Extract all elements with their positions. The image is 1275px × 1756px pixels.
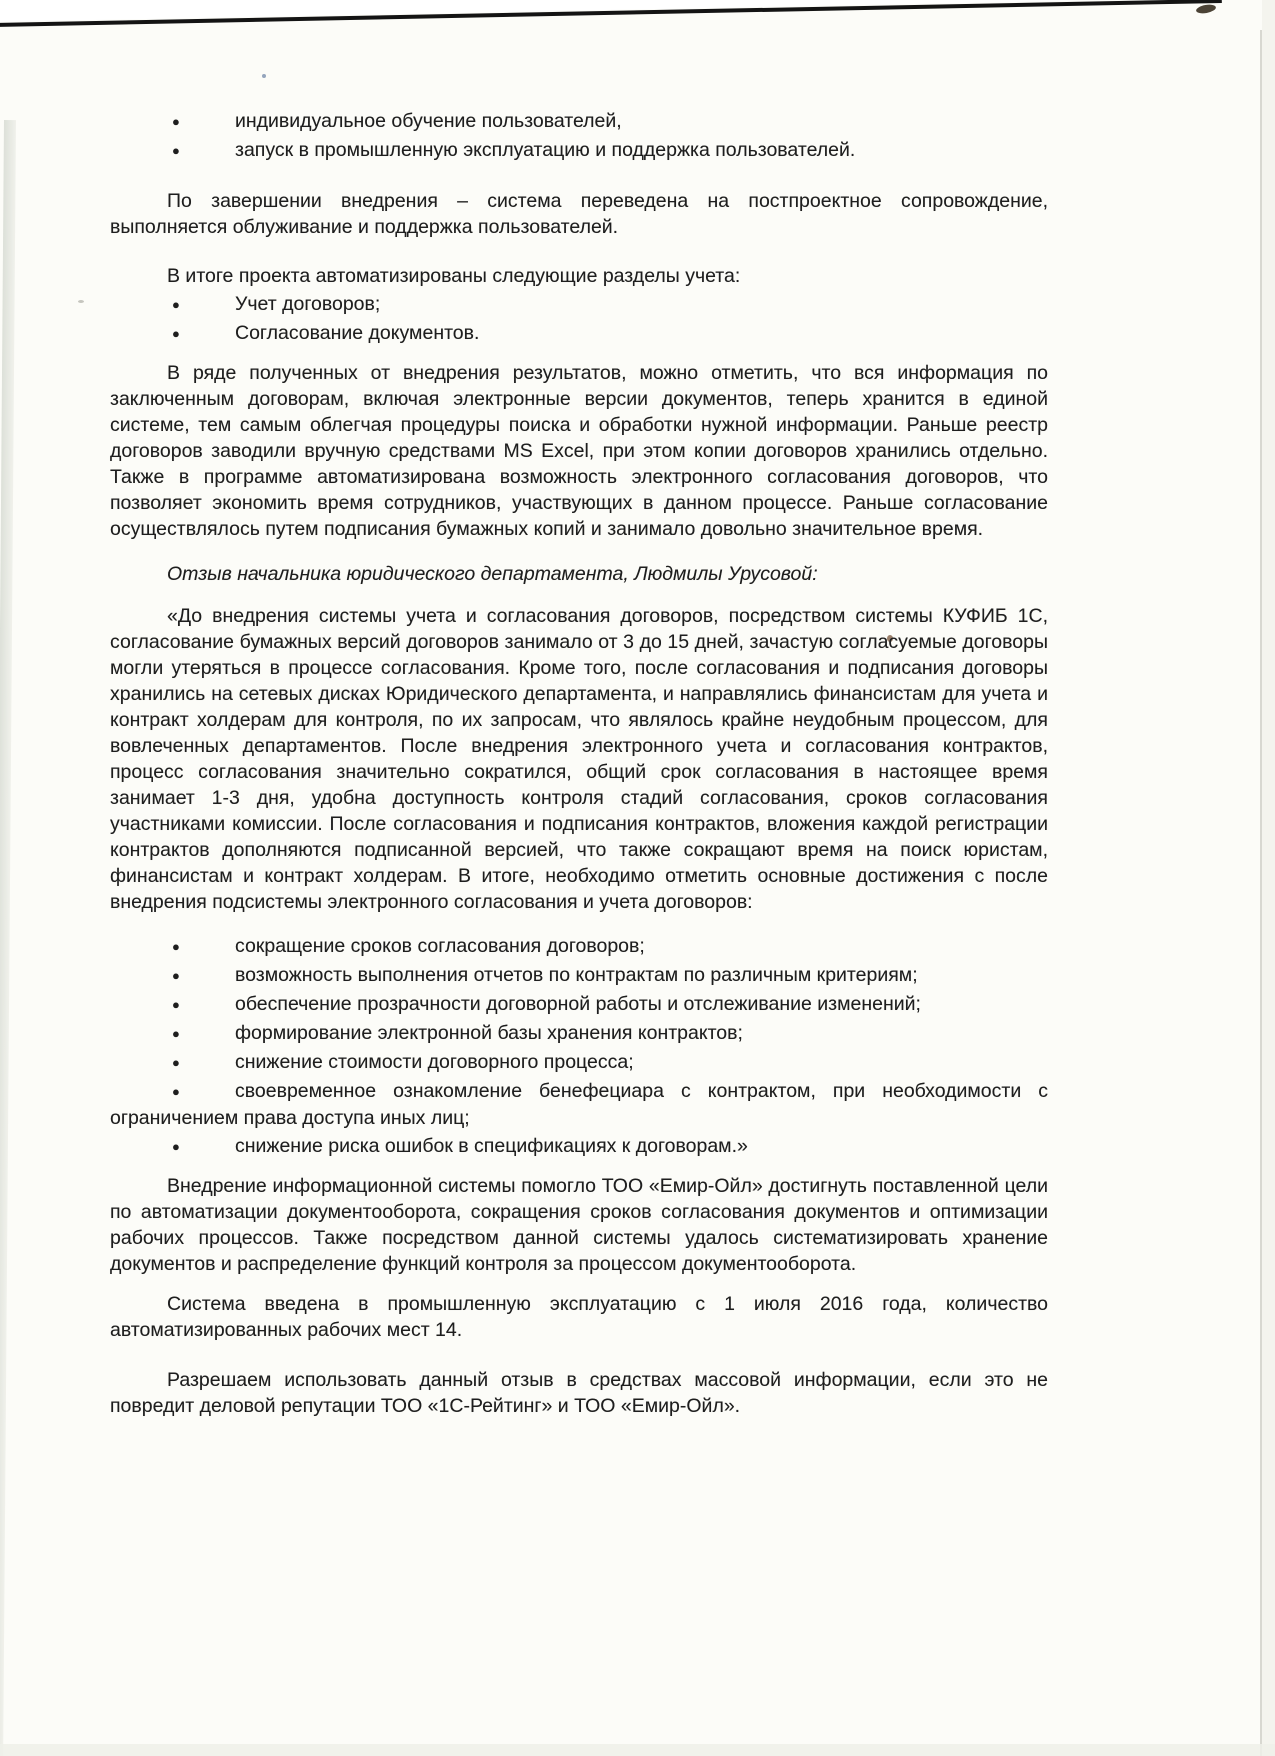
list-item [110,962,1048,989]
list-item [110,291,1048,318]
bullet-icon: ● [172,297,180,312]
bullet-icon: ● [172,326,180,341]
list-item [110,1020,1048,1047]
list-item [110,933,1048,960]
list-item-text: снижение стоимости договорного процесса; [235,1051,634,1073]
scan-bottom-edge [0,1744,1275,1756]
scan-left-edge-shadow [0,120,16,1756]
list-item [110,1078,1048,1131]
list-item-text: формирование электронной базы хранения контрактов; [235,1022,743,1044]
bullet-icon: ● [172,1026,180,1041]
paragraph-permission: Разрешаем использовать данный отзыв в средствах массовой информации, если это не повредит деловой репутации ТОО «1С-Рейтинг» и ТОО «Емир-Ойл». [110,1369,1048,1417]
paragraph-conclusion: Внедрение информационной системы помогло ТОО «Емир-Ойл» достигнуть поставленной цели по автоматизации документооборота, сокращения сроков согласования документов и оптимизации рабочих процессов. Также посредством данной системы удалось систематизировать хранение документов и распределение функций контроля за процессом документооборота. [110,1175,1048,1275]
bullet-icon: ● [172,997,180,1012]
review-heading: Отзыв начальника юридического департамента, Людмилы Урусовой: [167,563,818,585]
bullet-icon: ● [172,968,180,983]
bullet-icon: ● [172,1055,180,1070]
paragraph-launch: Система введена в промышленную эксплуатацию с 1 июля 2016 года, количество автоматизированных рабочих мест 14. [110,1293,1048,1341]
list-item-text: Согласование документов. [235,322,480,344]
paragraph-post-project: По завершении внедрения – система переведена на постпроектное сопровождение, выполняется облуживание и поддержка пользователей. [110,190,1048,238]
scan-speck [78,300,84,303]
list-item-text: своевременное ознакомление бенефециара с контрактом, при необходимости с ограничением права доступа иных лиц; [110,1080,1048,1129]
list-item-text: индивидуальное обучение пользователей, [235,110,622,132]
list-item [110,320,1048,347]
list-item-text: запуск в промышленную эксплуатацию и поддержка пользователей. [235,139,856,161]
bullet-icon: ● [172,1084,180,1099]
list-item [110,991,1048,1018]
paragraph-sections-intro: В итоге проекта автоматизированы следующие разделы учета: [167,265,741,287]
document-body [110,0,1048,1419]
bullet-icon: ● [172,114,180,129]
bullet-icon: ● [172,939,180,954]
paragraph-results: В ряде полученных от внедрения результатов, можно отметить, что вся информация по заключенным договорам, включая электронные версии документов, теперь хранится в единой системе, тем самым облегчая процедуры поиска и обработки нужной информации. Раньше реестр договоров заводили вручную средствами MS Excel, при этом копии договоров хранились отдельно. Также в программе автоматизирована возможность электронного согласования договоров, что позволяет экономить время сотрудников, участвующих в данном процессе. Раньше согласование осуществлялось путем подписания бумажных копий и занимало довольно значительное время. [110,362,1048,540]
list-item [110,1049,1048,1076]
list-item [110,108,1048,135]
bullet-icon: ● [172,1139,180,1154]
list-item-text: снижение риска ошибок в спецификациях к договорам.» [235,1135,748,1157]
bullet-icon: ● [172,143,180,158]
list-item-text: обеспечение прозрачности договорной работы и отслеживание изменений; [235,993,921,1015]
paragraph-quote: «До внедрения системы учета и согласования договоров, посредством системы КУФИБ 1С, согласование бумажных версий договоров занимало от 3 до 15 дней, зачастую согласуемые договоры могли утеряться в процессе согласования. Кроме того, после согласования и подписания договоры хранились на сетевых дисках Юридического департамента, и направлялись финансистам для учета и контракт холдерам для контроля, по их запросам, что являлось крайне неудобным процессом, для вовлеченных департаментов. После внедрения электронного учета и согласования контрактов, процесс согласования значительно сократился, общий срок согласования в настоящее время занимает 1-3 дня, удобна доступность контроля стадий согласования, сроков согласования участниками комиссии. После согласования и подписания контрактов, вложения каждой регистрации контрактов дополняются подписанной версией, что также сокращают время на поиск юристам, финансистам и контракт холдерам. В итоге, необходимо отметить основные достижения с после внедрения подсистемы электронного согласования и учета договоров: [110,605,1048,913]
list-item-text: сокращение сроков согласования договоров; [235,935,645,957]
list-item-text: Учет договоров; [235,293,381,315]
scan-right-margin [1262,0,1275,1756]
scan-speck [1195,3,1216,14]
list-item [110,137,1048,164]
list-item-text: возможность выполнения отчетов по контрактам по различным критериям; [235,964,918,986]
list-item [110,1133,1048,1160]
